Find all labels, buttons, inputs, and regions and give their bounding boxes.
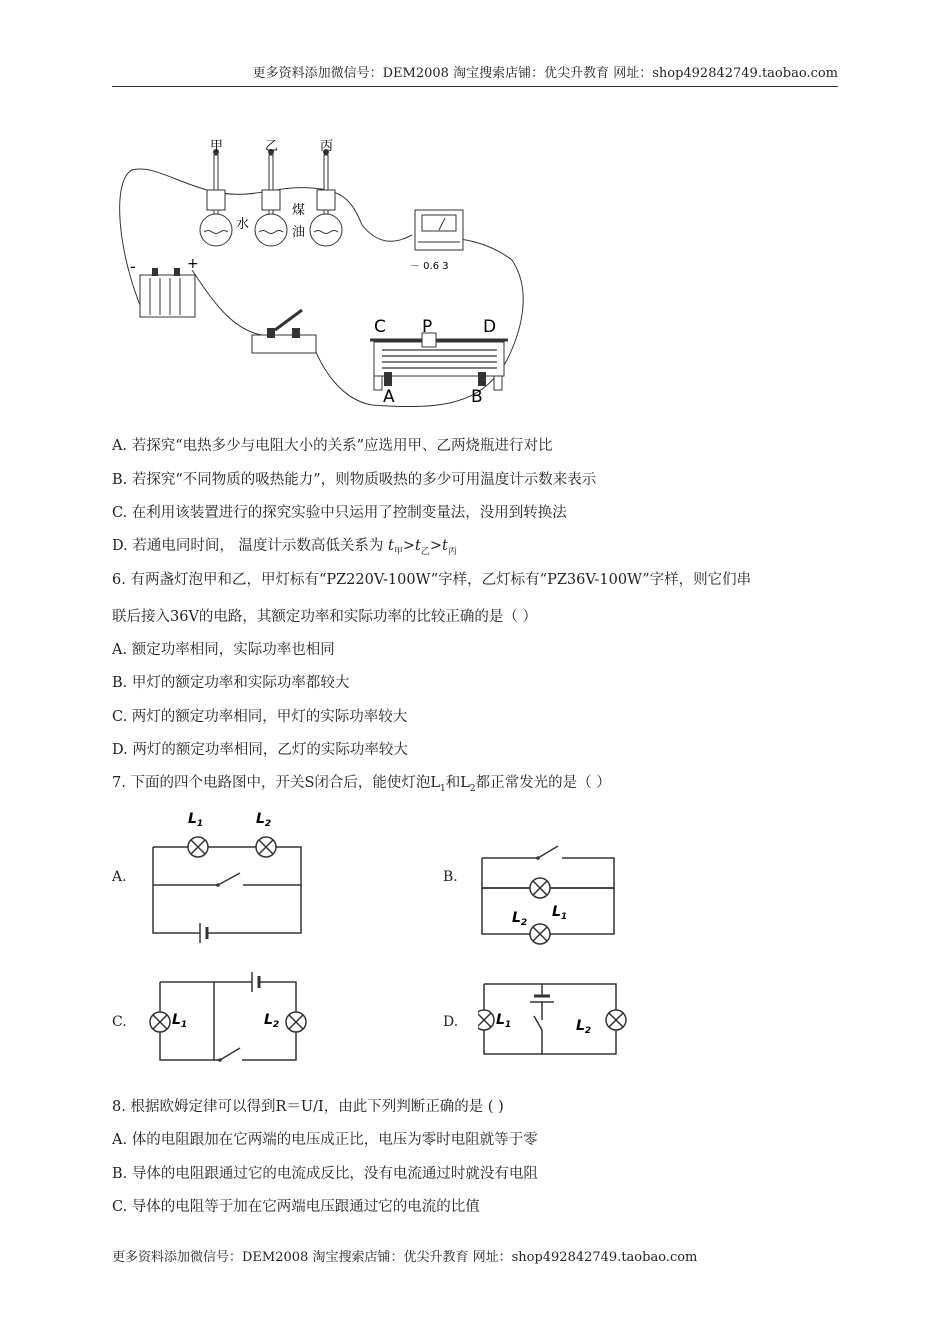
svg-text:L1: $L_1$: [172, 1012, 188, 1030]
rheostat-label-d: D: [483, 317, 497, 337]
flask-yi: [255, 149, 287, 246]
label-kerosene-1: 煤: [292, 203, 306, 218]
label-jia: 甲: [210, 139, 224, 154]
battery: [140, 268, 195, 317]
q8-option-a: A. 体的电阻跟加在它两端的电压成正比，电压为零时电阻就等于零: [112, 1132, 538, 1148]
label-water: 水: [236, 217, 250, 232]
circuit-c: [148, 960, 313, 1070]
page-header: 更多资料添加微信号：DEM2008 淘宝搜索店铺：优尖升教育 网址：shop492842749.taobao.com: [112, 62, 838, 87]
lamp-l2: [256, 837, 276, 857]
q6-option-c: C. 两灯的额定功率相同，甲灯的实际功率较大: [112, 709, 408, 725]
q5-option-a: A. 若探究“电热多少与电阻大小的关系”应选用甲、乙两烧瓶进行对比: [112, 438, 553, 454]
q7-option-c-label: C.: [112, 1014, 127, 1030]
q8-option-c: C. 导体的电阻等于加在它两端电压跟通过它的电流的比值: [112, 1199, 480, 1215]
svg-text:L2: $L_2$: [256, 811, 272, 829]
q7-option-b-label: B.: [443, 869, 458, 885]
q7-option-d-label: D.: [443, 1014, 459, 1030]
battery-minus: -: [130, 257, 136, 276]
rheostat-label-p: P: [422, 317, 433, 337]
svg-text:L1: $L_1$: [188, 811, 204, 829]
q6-stem-line1: 6. 有两盏灯泡甲和乙，甲灯标有“PZ220V-100W”字样，乙灯标有“PZ36V-100W”字样，则它们串: [112, 572, 752, 588]
rheostat: [370, 333, 508, 390]
svg-text:L1: $L_1$: [496, 1012, 512, 1030]
svg-text:L1: $L_1$: [552, 904, 568, 922]
svg-text:L2: $L_2$: [512, 910, 528, 928]
knife-switch: [252, 310, 316, 353]
svg-text:L2: $L_2$: [576, 1018, 592, 1036]
q8-option-b: B. 导体的电阻跟通过它的电流成反比，没有电流通过时就没有电阻: [112, 1166, 538, 1182]
rheostat-label-c: C: [374, 317, 386, 337]
circuit-b: [478, 838, 618, 948]
experiment-apparatus-figure: [112, 130, 532, 415]
q6-option-b: B. 甲灯的额定功率和实际功率都较大: [112, 675, 350, 691]
q8-stem: 8. 根据欧姆定律可以得到R＝U/I，由此下列判断正确的是 ( ): [112, 1099, 504, 1115]
ammeter: [415, 210, 463, 250]
q7-option-a-label: A.: [112, 869, 127, 885]
rheostat-label-b: B: [471, 387, 483, 407]
ammeter-scale: － 0.6 3: [410, 261, 449, 272]
lamp-l1: [188, 837, 208, 857]
label-bing: 丙: [320, 139, 334, 154]
label-kerosene-2: 油: [292, 225, 306, 240]
q5-option-b: B. 若探究“不同物质的吸热能力”，则物质吸热的多少可用温度计示数来表示: [112, 472, 597, 488]
flask-jia: [200, 149, 232, 246]
circuit-d: [478, 980, 638, 1060]
label-yi: 乙: [265, 139, 279, 154]
q6-option-a: A. 额定功率相同，实际功率也相同: [112, 642, 335, 658]
flask-bing: [310, 149, 342, 246]
battery-plus: +: [187, 256, 199, 272]
page-footer: 更多资料添加微信号：DEM2008 淘宝搜索店铺：优尖升教育 网址：shop492842749.taobao.com: [112, 1250, 698, 1265]
q6-stem-line2: 联后接入36V的电路，其额定功率和实际功率的比较正确的是（ ）: [112, 609, 538, 625]
rheostat-label-a: A: [383, 387, 395, 407]
q6-option-d: D. 两灯的额定功率相同，乙灯的实际功率较大: [112, 742, 408, 758]
q7-stem: 7. 下面的四个电路图中，开关S闭合后，能使灯泡$L_1$和$L_2$都正常发光的是（ ）: [112, 775, 611, 794]
q5-option-c: C. 在利用该装置进行的探究实验中只运用了控制变量法，没用到转换法: [112, 505, 567, 521]
svg-text:L2: $L_2$: [264, 1012, 280, 1030]
q5-option-d: D. 若通电同时间， 温度计示数高低关系为 $t_甲>t_乙>t_丙$: [112, 538, 457, 557]
circuit-a: [148, 805, 308, 945]
